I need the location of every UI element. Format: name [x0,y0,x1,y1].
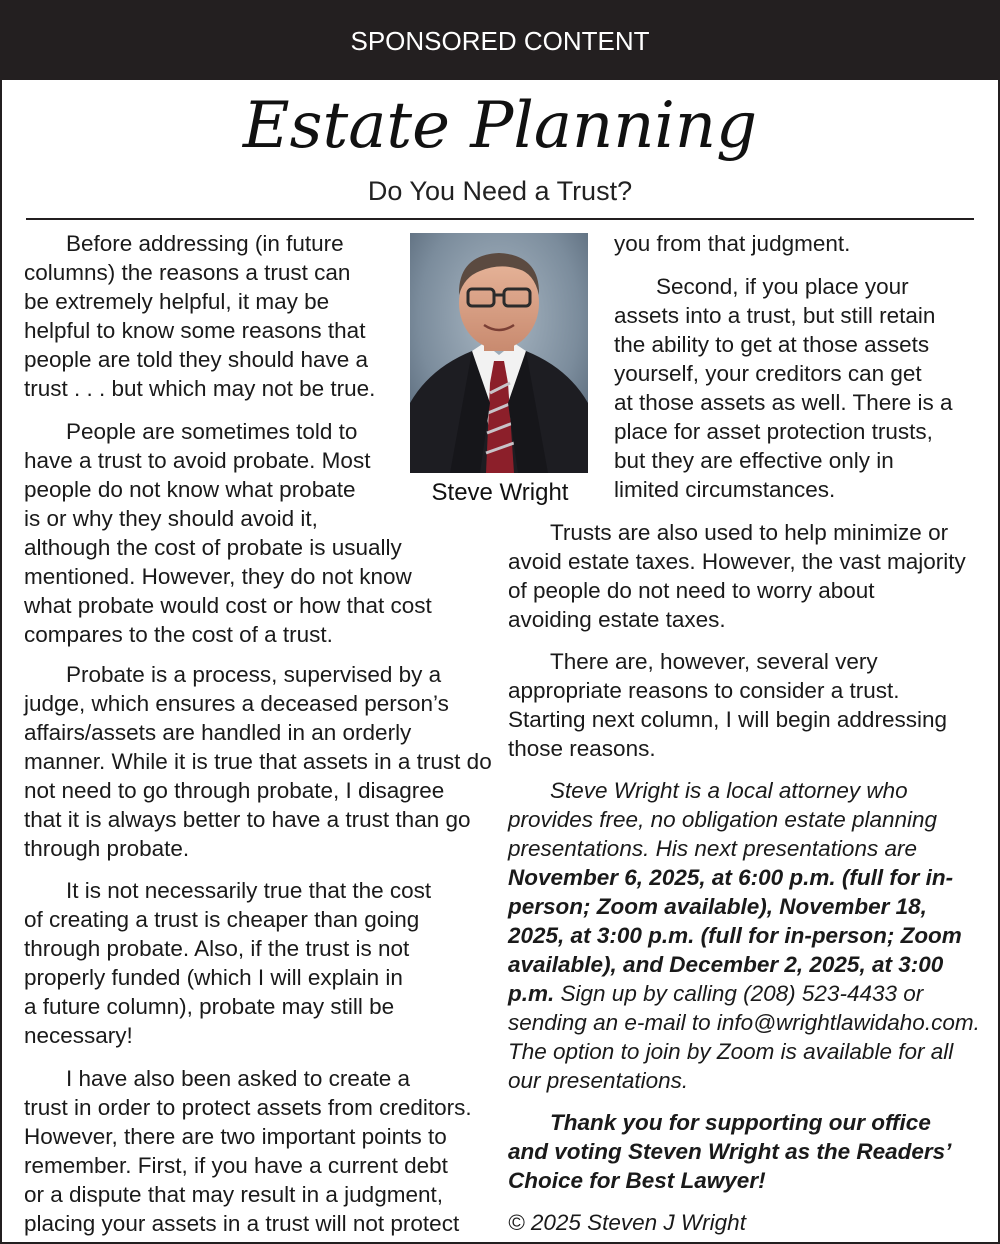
right-paragraph-reasons: There are, however, several very appropriate reasons to consider a trust. Starting next column, I will begin addressing those reasons. [508,649,947,761]
banner-text: SPONSORED CONTENT [350,26,650,56]
author-portrait-image [410,233,588,473]
right-paragraph-taxes: Trusts are also used to help minimize or avoid estate taxes. However, the vast majority of people do not need to worry about avoiding estate taxes. [508,520,966,632]
right-continuation: you from that judgment. Second, if you place your assets into a trust, but still retain the ability to get at those assets yourself, your creditors can get at those assets as well. There is a place for asset protection trusts, but they are effective only in limited circumstances. [614,231,953,502]
left-paragraph-1: Before addressing (in future columns) the reasons a trust can be extremely helpful, it may be helpful to know some reasons that people are told they should have a trust . . . but which may not be true. [24,231,376,401]
left-paragraph-5: I have also been asked to create a trust in order to protect assets from creditors. However, there are two important points to remember. First, if you have a current debt or a dispute that may result in a judgment, placing your assets in a trust will not protect [24,1066,472,1236]
article-title: Estate Planning [242,89,758,163]
left-paragraph-4: It is not necessarily true that the cost of creating a trust is cheaper than going through probate. Also, if the trust is not properly funded (which I will explain in a future column), probate may still be necessary! [24,878,432,1048]
left-paragraph-3: Probate is a process, supervised by a judge, which ensures a deceased person’s affairs/assets are handled in an orderly manner. While it is true that assets in a trust do not need to go through probate, I disagree that it is always better to have a trust than go through probate. [24,662,492,861]
thank-you-note: Thank you for supporting our office and voting Steven Wright as the Readers’ Choice for Best Lawyer! [508,1110,952,1193]
signup-text: Sign up by calling (208) 523-4433 or [554,981,924,1006]
author-bio: Steve Wright is a local attorney who provides free, no obligation estate planning presentations. His next presentations are November 6, 2025, at 6:00 p.m. (full for in- person; Zoom available), November 18, 2025, at 3:00 p.m. (full for in-person; Zoom available), and December 2, 2025, at 3:00 p.m. Sign up by calling (208) 523-4433 or sending an e-mail to info@wrightlawidaho.com. The option to join by Zoom is available for all our presentations. [508,778,980,1093]
left-paragraph-2: People are sometimes told to have a trust to avoid probate. Most people do not know what probate is or why they should avoid it, although the cost of probate is usually mentioned. However, they do not know what probate would cost or how that cost compares to the cost of a trust. [24,419,432,647]
title-divider [26,218,974,220]
author-photo [410,233,588,473]
presentation-dates: November 6, 2025, at 6:00 p.m. (full for in- [508,865,954,890]
photo-caption: Steve Wright [431,479,569,506]
sponsored-banner [0,0,1000,80]
article-subtitle: Do You Need a Trust? [367,176,633,206]
copyright-line: © 2025 Steven J Wright [508,1210,746,1235]
